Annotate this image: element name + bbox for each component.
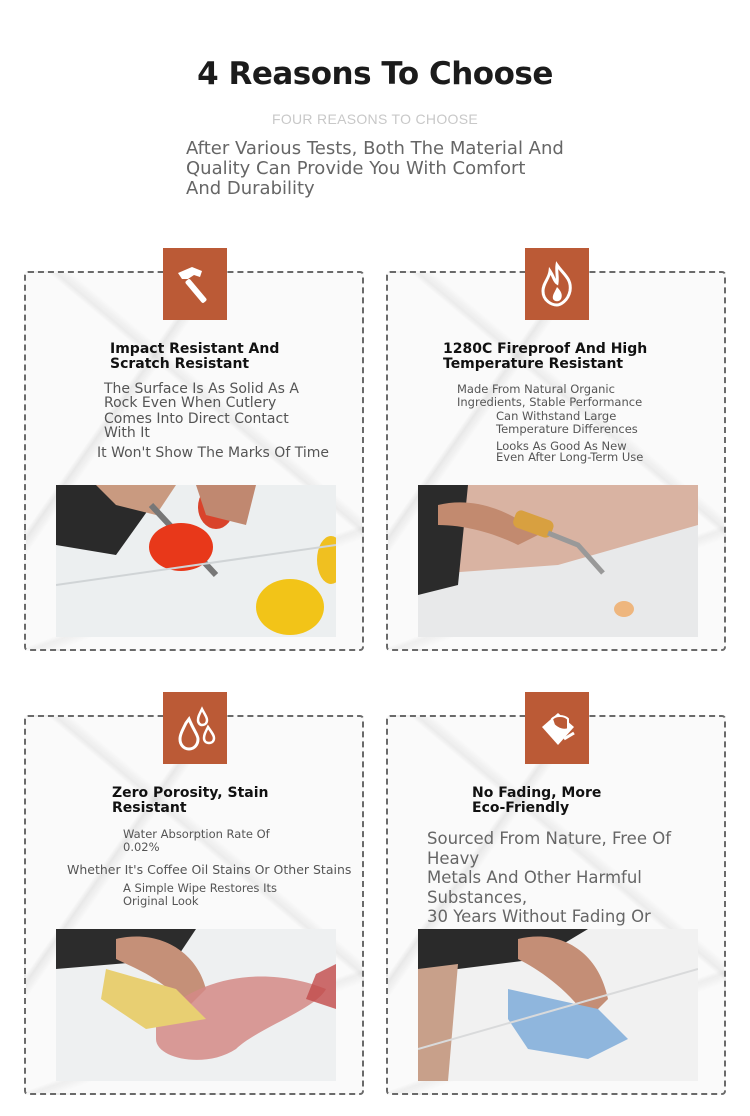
card-text: Water Absorption Rate Of 0.02% (123, 827, 270, 854)
fire-icon (525, 248, 589, 320)
wine-spill-photo (56, 929, 336, 1081)
reason-card-impact (24, 271, 364, 651)
intro-text: After Various Tests, Both The Material And Quality Can Provide You With Comfort And Durability (186, 138, 564, 199)
card-text: A Simple Wipe Restores Its Original Look (123, 881, 277, 908)
card-text: Sourced From Nature, Free Of Heavy Metals And Other Harmful Substances, 30 Years Without Fading Or (427, 829, 672, 926)
reason-card-stain (24, 715, 364, 1095)
wipe-cloth-icon (525, 692, 589, 764)
reason-card-fireproof (386, 271, 726, 651)
cloth-wipe-photo (418, 929, 698, 1081)
card-text: Can Withstand Large Temperature Differences (496, 409, 638, 436)
card-text: Made From Natural Organic Ingredients, Stable Performance (457, 382, 643, 409)
hammer-icon (163, 248, 227, 320)
card-text: Looks As Good As New Even After Long-Term Use (496, 439, 644, 464)
card-text: Whether It's Coffee Oil Stains Or Other Stains (67, 862, 352, 877)
cutting-pepper-photo (56, 485, 336, 637)
card-heading: Zero Porosity, Stain Resistant (112, 785, 269, 816)
card-heading: 1280C Fireproof And High Temperature Resistant (443, 341, 648, 372)
card-heading: No Fading, More Eco-Friendly (472, 785, 602, 816)
water-drops-icon (163, 692, 227, 764)
reason-card-eco (386, 715, 726, 1095)
card-text: It Won't Show The Marks Of Time (97, 445, 329, 461)
page-title: 4 Reasons To Choose (197, 56, 553, 92)
torch-test-photo (418, 485, 698, 637)
card-heading: Impact Resistant And Scratch Resistant (110, 341, 280, 372)
page-subtitle: FOUR REASONS TO CHOOSE (271, 111, 478, 127)
card-text: The Surface Is As Solid As A Rock Even When Cutlery Comes Into Direct Contact With It (104, 381, 299, 441)
